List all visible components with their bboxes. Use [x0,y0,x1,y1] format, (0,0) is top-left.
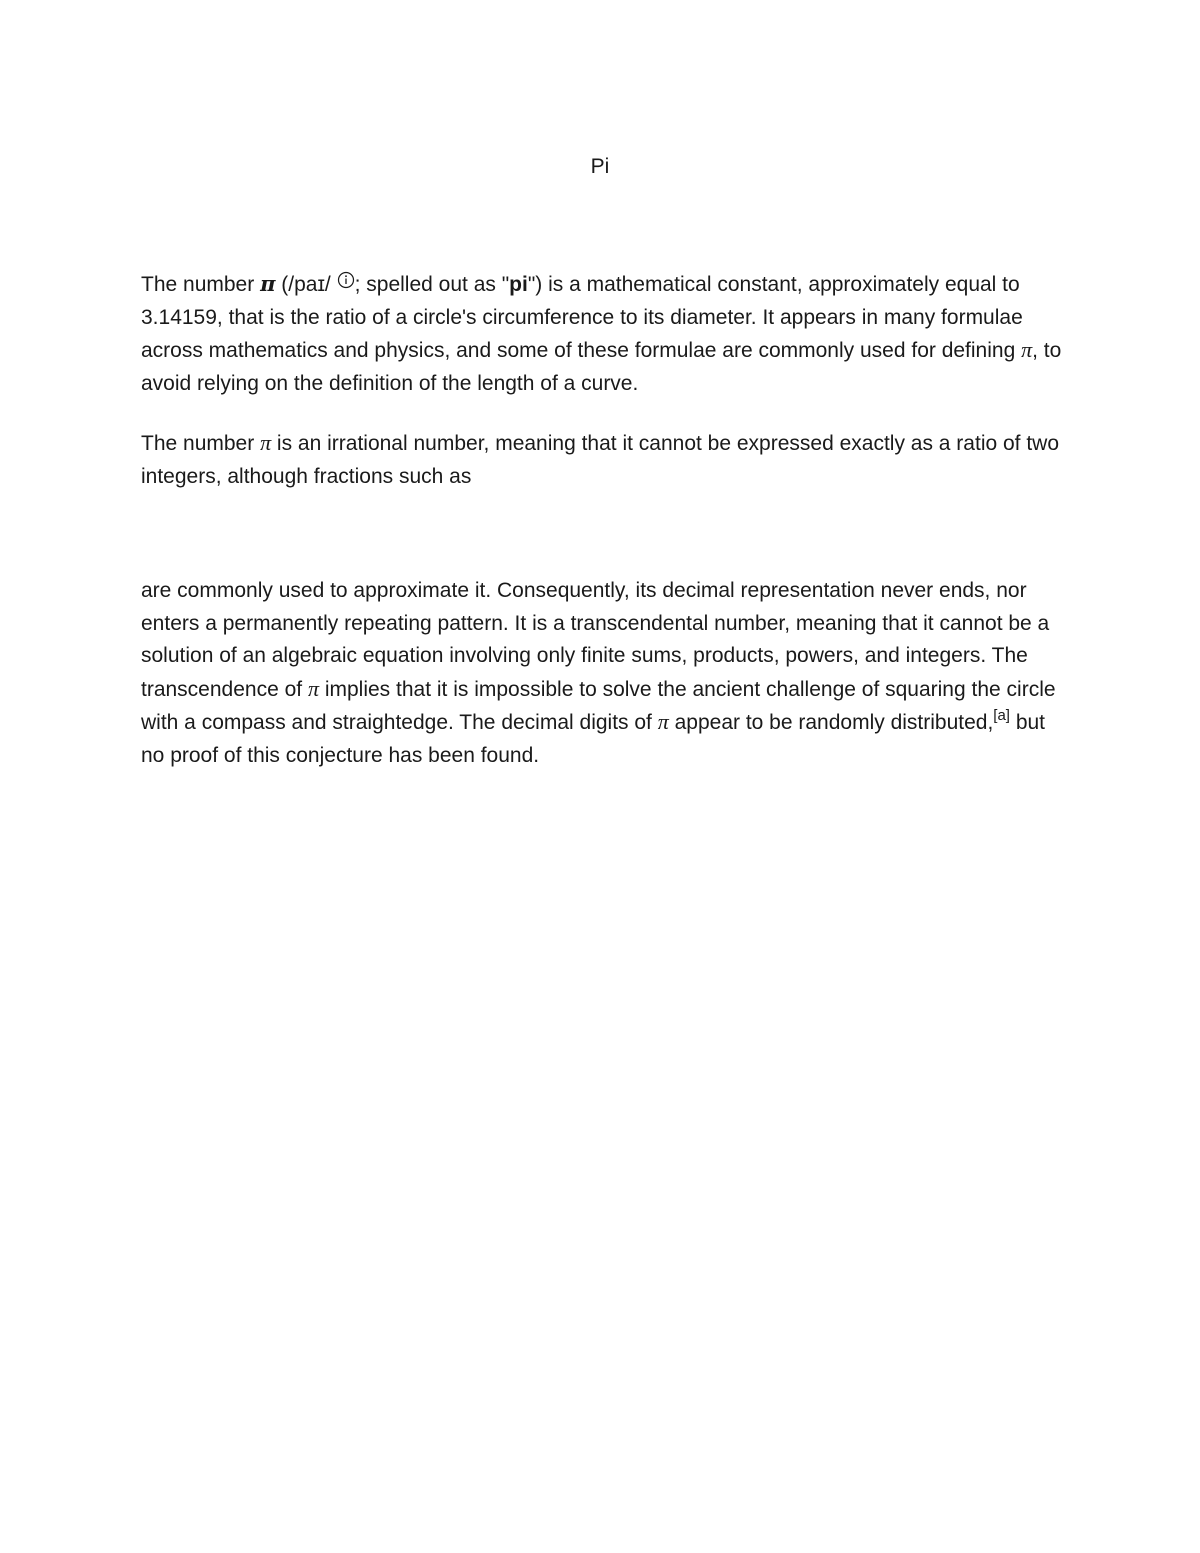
text: The number [141,273,261,296]
paragraph-irrational [141,427,1071,493]
text: (/paɪ/ [275,273,337,296]
pi-word-bold: pi [509,273,528,296]
paragraph-intro [141,268,1071,400]
text: , to avoid relying on the definition of the length of a curve. [141,339,1062,395]
text: implies that it is impossible to solve the ancient challenge of squaring the circle with a compass and straightedge. The decimal digits of [141,677,1056,734]
pi-symbol: π [260,430,272,455]
paragraph-transcendental [141,575,1071,772]
missing-formula-area [141,492,1071,572]
text: ; spelled out as " [354,273,510,296]
pi-symbol: π [307,675,319,701]
text: ") is a mathematical constant, approximately equal to 3.14159, that is the ratio of a circle's circumference to its diameter. It appears in many formulae across mathematics and physics, and some of these formulae are commonly used for defining [141,273,1023,362]
info-circle-icon[interactable] [337,267,355,285]
text: The number [141,432,261,455]
text: are commonly used to approximate it. Consequently, its decimal representation never ends, nor enters a permanently repeating pattern. It is a transcendental number, meaning that it cannot be a solution of an algebraic equation involving only finite sums, products, powers, and integers. The transcendence of [141,579,1050,701]
footnote-link[interactable]: [a] [993,707,1010,724]
text: but no proof of this conjecture has been found. [141,711,1046,767]
pi-symbol-bold: π [260,271,276,296]
page-title: Pi [590,155,610,178]
text: is an irrational number, meaning that it cannot be expressed exactly as a ratio of two integers, although fractions such as [141,432,1060,488]
text: appear to be randomly distributed, [668,711,994,734]
pi-symbol: π [1021,337,1033,362]
pi-symbol: π [657,709,669,734]
